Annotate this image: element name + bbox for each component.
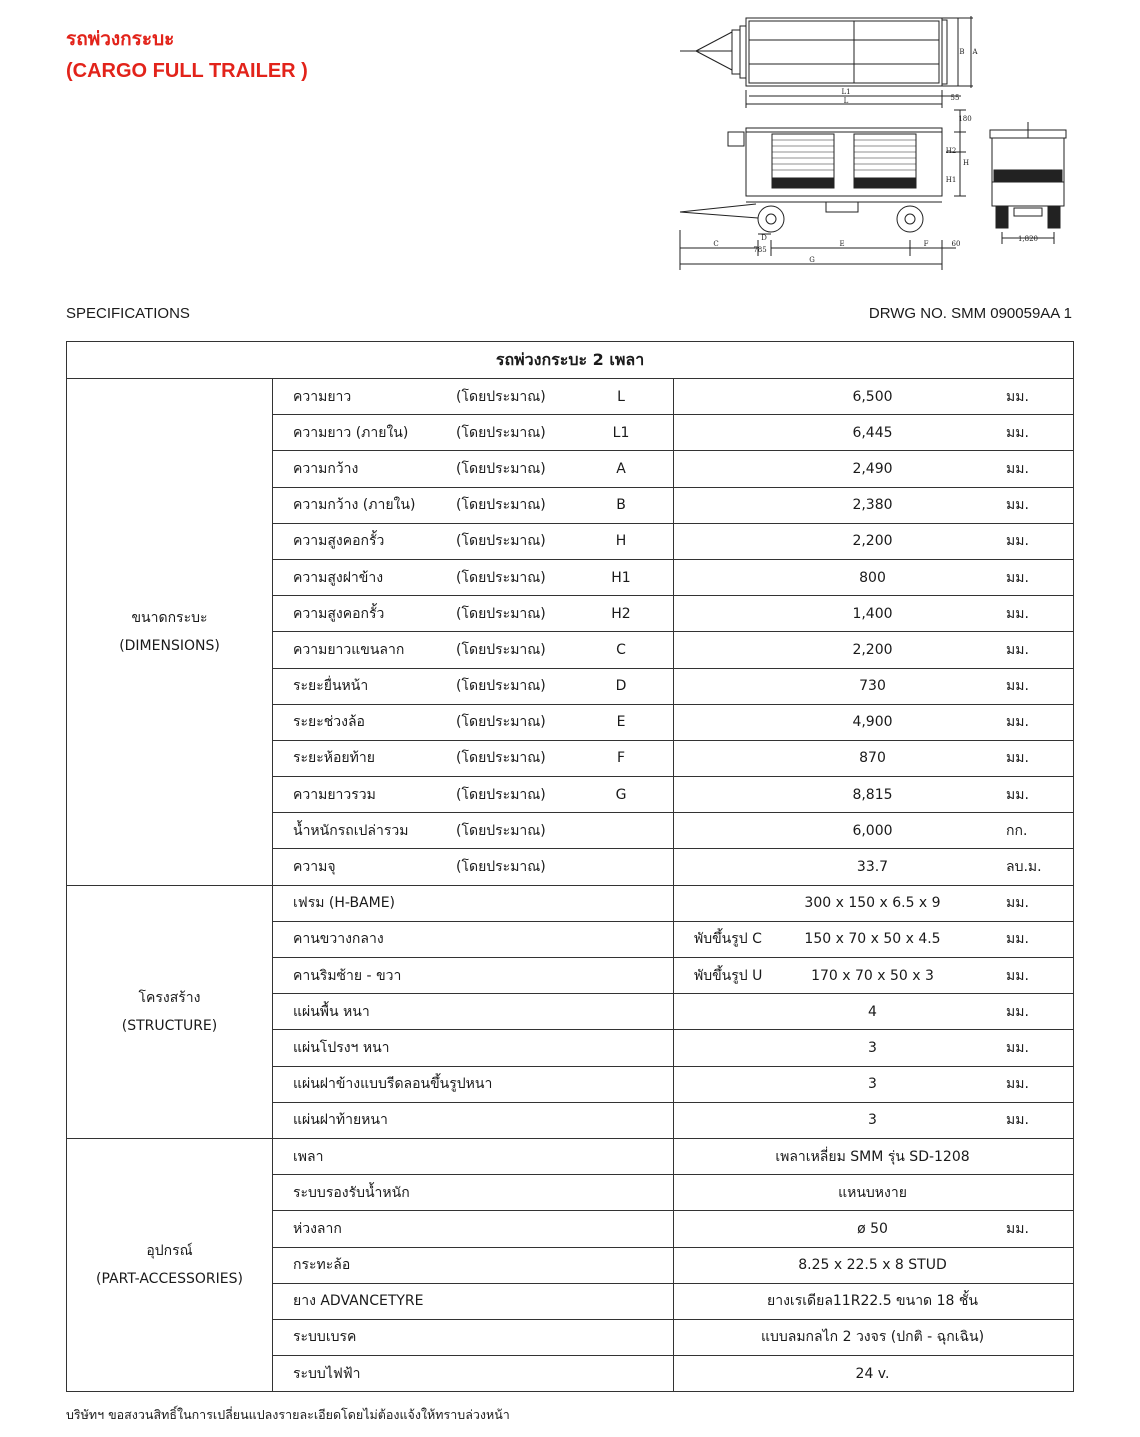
- specifications-label: SPECIFICATIONS: [66, 305, 190, 322]
- category-english: (PART-ACCESSORIES): [96, 1271, 243, 1288]
- spec-symbol: H: [615, 533, 627, 550]
- label-785: 785: [753, 246, 767, 254]
- spec-name-cell: [273, 415, 674, 451]
- spec-value-cell: [674, 885, 1074, 921]
- spec-value-cell: [674, 632, 1074, 668]
- spec-name: ระยะช่วงล้อ: [293, 714, 365, 731]
- spec-approx: (โดยประมาณ): [456, 605, 546, 622]
- spec-symbol: L: [617, 388, 625, 405]
- footer-note: บริษัทฯ ขอสงวนสิทธิ์ในการเปลี่ยนแปลงรายละเอียดโดยไม่ต้องแจ้งให้ทราบล่วงหน้า: [66, 1407, 510, 1422]
- label-D: D: [761, 234, 767, 242]
- spec-value: 8,815: [852, 786, 893, 803]
- spec-approx: (โดยประมาณ): [456, 859, 546, 876]
- spec-value: 2,200: [852, 641, 893, 658]
- spec-name: ความยาว (ภายใน): [293, 424, 409, 441]
- spec-value-cell: [674, 559, 1074, 595]
- spec-unit: มม.: [1006, 641, 1029, 658]
- spec-name: ความสูงคอกรั้ว: [293, 533, 385, 550]
- drawing-number: DRWG NO. SMM 090059AA 1: [868, 305, 1072, 322]
- spec-name-cell: แผ่นพื้น หนา: [273, 994, 674, 1030]
- spec-unit: มม.: [1006, 1076, 1029, 1093]
- spec-value: 2,200: [852, 533, 893, 550]
- spec-unit: มม.: [1006, 714, 1029, 731]
- label-L: L: [843, 97, 849, 105]
- spec-value-cell: [674, 1356, 1074, 1392]
- spec-unit: มม.: [1006, 895, 1029, 912]
- spec-value: เพลาเหลี่ยม SMM รุ่น SD-1208: [775, 1148, 970, 1165]
- spec-name-cell: [273, 777, 674, 813]
- spec-value: 870: [859, 750, 886, 767]
- spec-value: 3: [868, 1076, 877, 1093]
- spec-symbol: A: [616, 460, 626, 477]
- spec-approx: (โดยประมาณ): [456, 786, 546, 803]
- spec-value-cell: [674, 1211, 1074, 1247]
- top-view-drawing: [680, 16, 973, 108]
- spec-name-cell: เพลา: [273, 1138, 674, 1174]
- spec-value-cell: [674, 740, 1074, 776]
- spec-approx: (โดยประมาณ): [456, 388, 546, 405]
- spec-name-cell: ระบบไฟฟ้า: [273, 1356, 674, 1392]
- spec-unit: มม.: [1006, 750, 1029, 767]
- table-title: รถพ่วงกระบะ 2 เพลา: [67, 342, 1074, 379]
- label-H2: H2: [945, 147, 957, 155]
- label-L1: L1: [841, 88, 851, 96]
- label-F: F: [923, 240, 929, 248]
- spec-name-cell: [273, 740, 674, 776]
- category-dimensions: [67, 379, 273, 886]
- spec-unit: มม.: [1006, 1039, 1029, 1056]
- spec-name: ระยะห้อยท้าย: [293, 750, 375, 767]
- table-row: [67, 885, 1074, 921]
- label-E: E: [839, 240, 845, 248]
- spec-value: 24 v.: [855, 1365, 890, 1382]
- spec-value-cell: [674, 777, 1074, 813]
- spec-name: ความยาวรวม: [293, 786, 376, 803]
- spec-name-cell: [273, 559, 674, 595]
- spec-name-cell: [273, 487, 674, 523]
- spec-value-cell: [674, 451, 1074, 487]
- label-H: H: [962, 159, 970, 167]
- label-180: 180: [958, 115, 972, 123]
- spec-value-cell: [674, 379, 1074, 415]
- spec-value-cell: [674, 1030, 1074, 1066]
- spec-unit: กก.: [1006, 822, 1028, 839]
- spec-symbol: C: [616, 641, 626, 658]
- spec-unit: มม.: [1006, 1112, 1029, 1129]
- title-english: (CARGO FULL TRAILER ): [66, 60, 308, 82]
- spec-value-cell: [674, 1138, 1074, 1174]
- label-55: 55: [950, 94, 960, 102]
- spec-value: 3: [868, 1112, 877, 1129]
- spec-value: แหนบหงาย: [838, 1184, 907, 1201]
- spec-symbol: H1: [611, 569, 631, 586]
- spec-value-cell: [674, 958, 1074, 994]
- spec-value: 300 x 150 x 6.5 x 9: [804, 895, 941, 912]
- spec-value: 800: [859, 569, 886, 586]
- spec-value-cell: [674, 1102, 1074, 1138]
- spec-symbol: L1: [612, 424, 630, 441]
- spec-name: น้ำหนักรถเปล่ารวม: [293, 822, 409, 839]
- spec-unit: มม.: [1006, 1003, 1029, 1020]
- spec-name-cell: [273, 523, 674, 559]
- spec-value: 2,490: [852, 460, 893, 477]
- spec-name-cell: ห่วงลาก: [273, 1211, 674, 1247]
- trailer-technical-drawing: [676, 10, 1076, 272]
- spec-name-cell: กระทะล้อ: [273, 1247, 674, 1283]
- spec-symbol: G: [615, 786, 627, 803]
- spec-approx: (โดยประมาณ): [456, 641, 546, 658]
- spec-value: ยางเรเดียล11R22.5 ขนาด 18 ชั้น: [767, 1293, 978, 1310]
- spec-name: ระยะยื่นหน้า: [293, 678, 369, 695]
- spec-name: ความสูงฝาข้าง: [293, 569, 384, 586]
- spec-value: 6,445: [852, 424, 893, 441]
- spec-name-cell: แผ่นโปรงฯ หนา: [273, 1030, 674, 1066]
- spec-value: 170 x 70 x 50 x 3: [811, 967, 934, 984]
- label-A: A: [972, 48, 978, 56]
- spec-value-cell: [674, 415, 1074, 451]
- spec-approx: (โดยประมาณ): [456, 533, 546, 550]
- spec-symbol: B: [616, 497, 626, 514]
- spec-value: 6,000: [852, 822, 893, 839]
- spec-name: ความจุ: [293, 859, 336, 876]
- label-B: B: [959, 48, 965, 56]
- spec-value: 33.7: [856, 859, 889, 876]
- spec-name: ความสูงคอกรั้ว: [293, 605, 385, 622]
- spec-symbol: D: [615, 678, 627, 695]
- spec-name: ความกว้าง (ภายใน): [293, 497, 416, 514]
- spec-value: 8.25 x 22.5 x 8 STUD: [798, 1257, 947, 1274]
- category-english: (DIMENSIONS): [119, 637, 220, 654]
- spec-name-cell: [273, 451, 674, 487]
- spec-unit: มม.: [1006, 497, 1029, 514]
- spec-value-cell: [674, 1283, 1074, 1319]
- spec-approx: (โดยประมาณ): [456, 497, 546, 514]
- spec-name-cell: แผ่นฝาท้ายหนา: [273, 1102, 674, 1138]
- spec-value-cell: [674, 1175, 1074, 1211]
- category-accessories: [67, 1138, 273, 1391]
- label-1820: 1,820: [1017, 235, 1039, 243]
- category-thai: โครงสร้าง: [138, 989, 201, 1006]
- spec-value-cell: [674, 813, 1074, 849]
- table-header-row: [67, 342, 1074, 379]
- spec-value: ø 50: [857, 1220, 888, 1237]
- specification-table: [66, 341, 1074, 1392]
- spec-name-cell: [273, 813, 674, 849]
- spec-name-cell: ระบบเบรค: [273, 1319, 674, 1355]
- spec-name-cell: [273, 704, 674, 740]
- spec-value-cell: [674, 1066, 1074, 1102]
- spec-symbol: H2: [611, 605, 631, 622]
- spec-symbol: F: [616, 750, 626, 767]
- spec-unit: มม.: [1006, 1220, 1029, 1237]
- spec-unit: มม.: [1006, 786, 1029, 803]
- spec-name-cell: [273, 632, 674, 668]
- spec-value: 2,380: [852, 497, 893, 514]
- spec-prefix: พับขึ้นรูป U: [694, 967, 763, 984]
- spec-approx: (โดยประมาณ): [456, 750, 546, 767]
- spec-unit: มม.: [1006, 388, 1029, 405]
- spec-unit: มม.: [1006, 678, 1029, 695]
- label-C: C: [713, 240, 719, 248]
- spec-name-cell: คานริมซ้าย - ขวา: [273, 958, 674, 994]
- spec-approx: (โดยประมาณ): [456, 424, 546, 441]
- spec-value: 6,500: [852, 388, 893, 405]
- spec-name: ความกว้าง: [293, 460, 359, 477]
- spec-value: 4: [868, 1003, 877, 1020]
- spec-unit: มม.: [1006, 424, 1029, 441]
- spec-symbol: E: [616, 714, 626, 731]
- spec-approx: (โดยประมาณ): [456, 460, 546, 477]
- label-G: G: [809, 256, 815, 264]
- spec-name-cell: ยาง ADVANCETYRE: [273, 1283, 674, 1319]
- spec-name-cell: [273, 668, 674, 704]
- spec-value-cell: [674, 487, 1074, 523]
- spec-value-cell: [674, 921, 1074, 957]
- spec-unit: มม.: [1006, 605, 1029, 622]
- spec-value: 1,400: [852, 605, 893, 622]
- label-H1: H1: [945, 176, 957, 184]
- spec-unit: มม.: [1006, 533, 1029, 550]
- spec-value: 730: [859, 678, 886, 695]
- spec-value: 4,900: [852, 714, 893, 731]
- spec-prefix: พับขึ้นรูป C: [694, 931, 762, 948]
- spec-value: แบบลมกลไก 2 วงจร (ปกติ - ฉุกเฉิน): [760, 1329, 985, 1346]
- table-row: [67, 379, 1074, 415]
- table-row: [67, 1138, 1074, 1174]
- spec-approx: (โดยประมาณ): [456, 822, 546, 839]
- spec-unit: มม.: [1006, 967, 1029, 984]
- spec-value-cell: [674, 523, 1074, 559]
- category-structure: [67, 885, 273, 1138]
- category-thai: อุปกรณ์: [146, 1243, 193, 1260]
- spec-value-cell: [674, 596, 1074, 632]
- spec-name-cell: เฟรม (H-BAME): [273, 885, 674, 921]
- spec-name-cell: คานขวางกลาง: [273, 921, 674, 957]
- spec-approx: (โดยประมาณ): [456, 569, 546, 586]
- title-thai: รถพ่วงกระบะ: [66, 28, 175, 50]
- spec-name-cell: [273, 379, 674, 415]
- spec-value: 3: [868, 1039, 877, 1056]
- spec-name-cell: แผ่นฝาข้างแบบรีดลอนขึ้นรูปหนา: [273, 1066, 674, 1102]
- spec-unit: มม.: [1006, 460, 1029, 477]
- spec-name-cell: [273, 596, 674, 632]
- spec-value-cell: [674, 704, 1074, 740]
- spec-name: ความยาว: [293, 388, 352, 405]
- category-thai: ขนาดกระบะ: [131, 609, 208, 626]
- spec-unit: ลบ.ม.: [1006, 859, 1042, 876]
- spec-approx: (โดยประมาณ): [456, 678, 546, 695]
- spec-value-cell: [674, 849, 1074, 885]
- label-60: 60: [951, 240, 961, 248]
- spec-name: ความยาวแขนลาก: [293, 641, 405, 658]
- spec-unit: มม.: [1006, 569, 1029, 586]
- spec-value-cell: [674, 1319, 1074, 1355]
- spec-unit: มม.: [1006, 931, 1029, 948]
- spec-name-cell: [273, 849, 674, 885]
- spec-value-cell: [674, 668, 1074, 704]
- spec-value-cell: [674, 1247, 1074, 1283]
- spec-name-cell: ระบบรองรับน้ำหนัก: [273, 1175, 674, 1211]
- spec-value-cell: [674, 994, 1074, 1030]
- spec-approx: (โดยประมาณ): [456, 714, 546, 731]
- category-english: (STRUCTURE): [121, 1017, 218, 1034]
- rear-view-drawing: [990, 122, 1066, 244]
- spec-value: 150 x 70 x 50 x 4.5: [804, 931, 941, 948]
